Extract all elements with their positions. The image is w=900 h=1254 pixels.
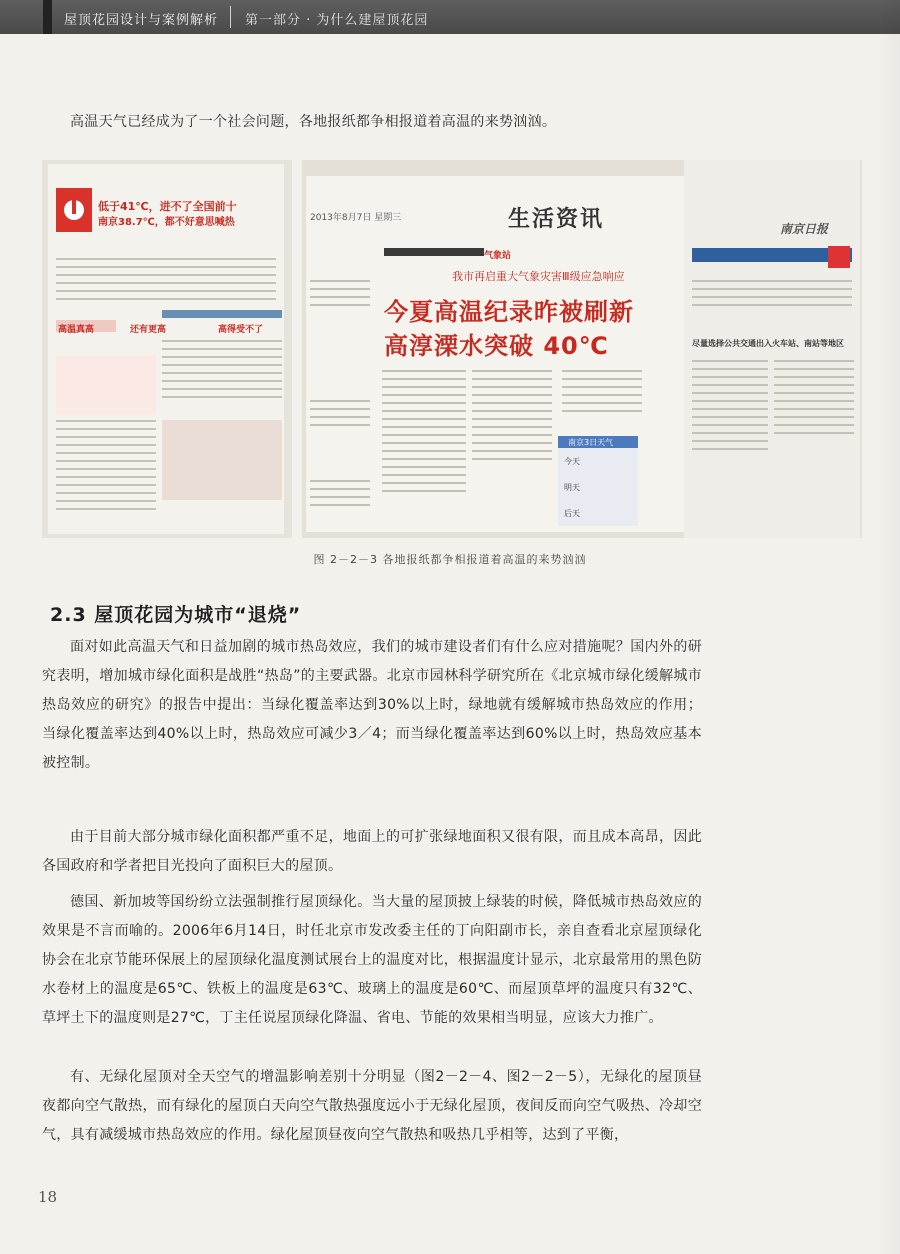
body-paragraph-1: 面对如此高温天气和日益加剧的城市热岛效应，我们的城市建设者们有什么应对措施呢？国内外的研究表明，增加城市绿化面积是战胜“热岛”的主要武器。北京市园林科学研究所在《北京城市绿化缓解城市热岛效应的研究》的报告中提出：当绿化覆盖率达到30%以上时，绿地就有缓解城市热岛效应的作用；当绿化覆盖率达到40%以上时，热岛效应可减少3／4；而当绿化覆盖率达到60%以上时，热岛效应基本被控制。 bbox=[42, 639, 702, 771]
left-headline-2: 南京38.7℃，都不好意思喊热 bbox=[98, 217, 235, 228]
part-title: 第一部分 · 为什么建屋顶花园 bbox=[245, 13, 429, 28]
page-number: 18 bbox=[38, 1188, 58, 1206]
newspaper-photo-right bbox=[302, 160, 862, 538]
right-section-name: 生活资讯 bbox=[508, 206, 605, 232]
left-headline-1: 低于41℃，进不了全国前十 bbox=[98, 200, 237, 213]
right-tag: 气象站 bbox=[484, 251, 512, 261]
body-paragraph-3: 德国、新加坡等国纷纷立法强制推行屋顶绿化。当大量的屋顶披上绿装的时候，降低城市热岛效应的效果是不言而喻的。2006年6月14日，时任北京市发改委主任的丁向阳副市长，亲自查看北京屋顶绿化协会在北京节能环保展上的屋顶绿化温度测试展台上的温度对比，根据温度计显示，北京最常用的黑色防水卷材上的温度是65℃、铁板上的温度是63℃、玻璃上的温度是60℃、而屋顶草坪的温度只有32℃、草坪土下的温度则是27℃，丁主任说屋顶绿化降温、省电、节能的效果相当明显，应该大力推广。 bbox=[42, 894, 702, 1026]
body-paragraph-2: 由于目前大部分城市绿化面积都严重不足，地面上的可扩张绿地面积又很有限，而且成本高昂，因此各国政府和学者把目光投向了面积巨大的屋顶。 bbox=[42, 829, 702, 874]
weather-day-1: 今天 bbox=[564, 457, 580, 466]
left-sub-3: 高得受不了 bbox=[218, 325, 264, 335]
right-side-column: 尽量选择公共交通出入火车站、南站等地区 bbox=[692, 339, 844, 348]
left-sub-2: 还有更高 bbox=[130, 325, 167, 335]
newspaper-photo-left bbox=[42, 160, 292, 538]
page-edge-shade bbox=[878, 0, 900, 1254]
right-weather-box: 南京3日天气 bbox=[568, 438, 614, 447]
header-divider bbox=[230, 6, 231, 28]
weather-day-3: 后天 bbox=[564, 509, 580, 518]
right-kicker: 我市再启重大气象灾害Ⅲ级应急响应 bbox=[452, 270, 625, 283]
header-accent-bar bbox=[43, 0, 52, 34]
weather-day-2: 明天 bbox=[564, 483, 580, 492]
section-heading: 2.3 屋顶花园为城市“退烧” bbox=[50, 604, 302, 626]
right-date-line: 2013年8月7日 星期三 bbox=[310, 213, 402, 223]
left-sub-1: 高温真高 bbox=[58, 325, 95, 335]
figure-caption: 图 2－2－3 各地报纸都争相报道着高温的来势汹汹 bbox=[313, 553, 587, 566]
body-paragraph-4: 有、无绿化屋顶对全天空气的增温影响差别十分明显（图2－2－4、图2－2－5），无绿化的屋顶昼夜都向空气散热，而有绿化的屋顶白天向空气散热强度远小于无绿化屋顶，夜间反而向空气吸热、冷却空气，具有减缓城市热岛效应的作用。绿化屋顶昼夜向空气散热和吸热几乎相等，达到了平衡， bbox=[42, 1069, 702, 1143]
book-title: 屋顶花园设计与案例解析 bbox=[64, 13, 219, 28]
intro-paragraph: 高温天气已经成为了一个社会问题，各地报纸都争相报道着高温的来势汹汹。 bbox=[70, 114, 557, 130]
newspaper-figure bbox=[42, 160, 862, 538]
right-headline-1: 今夏高温纪录昨被刷新 bbox=[384, 298, 634, 326]
running-header bbox=[0, 0, 900, 34]
right-headline-2: 高淳溧水突破 40℃ bbox=[384, 332, 609, 360]
right-masthead: 南京日报 bbox=[780, 222, 829, 236]
